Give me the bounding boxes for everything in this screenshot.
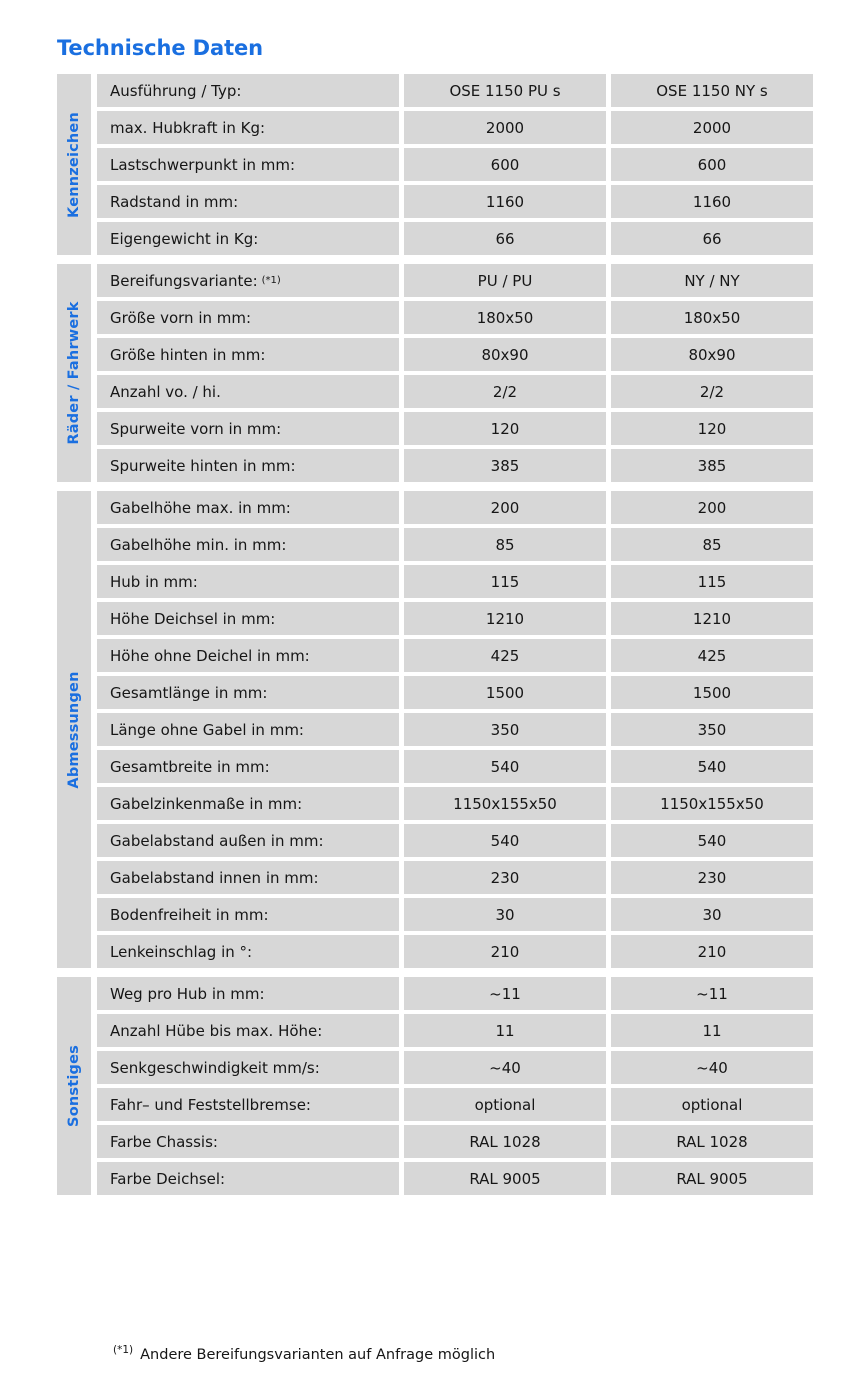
table-row (97, 639, 833, 672)
table-row (97, 222, 833, 255)
row-label-cell (97, 713, 399, 746)
category-strip-sonstiges (57, 977, 91, 1195)
row-value-cell-ny: 350 (611, 713, 813, 746)
row-label: Bereifungsvariante: (110, 271, 258, 290)
category-label: Kennzeichen (66, 111, 82, 218)
table-row (97, 185, 833, 218)
table-row (97, 111, 833, 144)
row-value-cell-pu: 120 (404, 412, 606, 445)
row-value-cell-pu: 600 (404, 148, 606, 181)
row-value-cell-pu: RAL 1028 (404, 1125, 606, 1158)
row-label-cell (97, 338, 399, 371)
row-label: Eigengewicht in Kg: (110, 229, 259, 248)
row-label: Höhe ohne Deichel in mm: (110, 646, 310, 665)
section-kennzeichen (57, 74, 833, 255)
row-value-cell-ny: 230 (611, 861, 813, 894)
row-label-cell (97, 1088, 399, 1121)
row-value-cell-ny: 115 (611, 565, 813, 598)
row-value-cell-pu: 11 (404, 1014, 606, 1047)
row-label-cell (97, 264, 399, 297)
row-label: Radstand in mm: (110, 192, 239, 211)
category-strip-raeder-fahrwerk (57, 264, 91, 482)
table-row (97, 977, 833, 1010)
row-value-cell-ny: 180x50 (611, 301, 813, 334)
row-value-cell-pu: 2/2 (404, 375, 606, 408)
row-label: Gesamtbreite in mm: (110, 757, 270, 776)
section-rows (97, 977, 833, 1195)
row-value-cell-pu: 66 (404, 222, 606, 255)
row-value-cell-ny: 11 (611, 1014, 813, 1047)
row-label: Bodenfreiheit in mm: (110, 905, 269, 924)
row-label: Gesamtlänge in mm: (110, 683, 268, 702)
row-value-cell-ny: 540 (611, 750, 813, 783)
row-label: Fahr– und Feststellbremse: (110, 1095, 311, 1114)
row-label-cell (97, 491, 399, 524)
row-value-cell-ny: 540 (611, 824, 813, 857)
row-value-cell-ny: 120 (611, 412, 813, 445)
row-label: Anzahl vo. / hi. (110, 382, 221, 401)
row-label: Lenkeinschlag in °: (110, 942, 253, 961)
section-rows (97, 264, 833, 482)
row-value-cell-pu: 2000 (404, 111, 606, 144)
row-label-cell (97, 787, 399, 820)
row-value-cell-ny: 30 (611, 898, 813, 931)
row-value-cell-ny: optional (611, 1088, 813, 1121)
row-label: Ausführung / Typ: (110, 81, 242, 100)
row-label-cell (97, 375, 399, 408)
row-label-cell (97, 935, 399, 968)
row-label-cell (97, 111, 399, 144)
table-row (97, 338, 833, 371)
footnote (113, 1344, 495, 1363)
row-value-cell-pu: 200 (404, 491, 606, 524)
row-label-cell (97, 301, 399, 334)
page-title: Technische Daten (57, 36, 264, 60)
row-label-cell (97, 1162, 399, 1195)
table-row (97, 449, 833, 482)
row-label: Senkgeschwindigkeit mm/s: (110, 1058, 320, 1077)
row-value-cell-pu: 540 (404, 750, 606, 783)
row-label-cell (97, 639, 399, 672)
row-label-cell (97, 222, 399, 255)
row-value-cell-pu: ~40 (404, 1051, 606, 1084)
row-label-cell (97, 676, 399, 709)
row-value-cell-ny: 200 (611, 491, 813, 524)
row-value-cell-ny: RAL 9005 (611, 1162, 813, 1195)
row-label-cell (97, 148, 399, 181)
row-value-cell-ny: 80x90 (611, 338, 813, 371)
row-label-cell (97, 861, 399, 894)
row-value-cell-ny: 2/2 (611, 375, 813, 408)
row-label: Weg pro Hub in mm: (110, 984, 265, 1003)
row-label-cell (97, 750, 399, 783)
row-label-cell (97, 528, 399, 561)
row-value-cell-ny: 1210 (611, 602, 813, 635)
row-label-cell (97, 602, 399, 635)
row-label: Anzahl Hübe bis max. Höhe: (110, 1021, 323, 1040)
category-strip-kennzeichen (57, 74, 91, 255)
row-value-cell-pu: 80x90 (404, 338, 606, 371)
table-row (97, 1088, 833, 1121)
table-row (97, 301, 833, 334)
row-value-cell-pu: optional (404, 1088, 606, 1121)
specifications-table (57, 74, 833, 1195)
row-value-cell-ny: 85 (611, 528, 813, 561)
category-label: Abmessungen (66, 670, 82, 789)
row-label: Hub in mm: (110, 572, 198, 591)
table-row (97, 375, 833, 408)
section-sonstiges (57, 977, 833, 1195)
table-row (97, 898, 833, 931)
row-value-cell-ny: 2000 (611, 111, 813, 144)
row-value-cell-ny: 210 (611, 935, 813, 968)
row-value-cell-ny: 1150x155x50 (611, 787, 813, 820)
row-label: Spurweite vorn in mm: (110, 419, 282, 438)
row-label: Spurweite hinten in mm: (110, 456, 296, 475)
table-row (97, 1162, 833, 1195)
row-value-cell-pu: 180x50 (404, 301, 606, 334)
row-value-cell-pu: 30 (404, 898, 606, 931)
row-value-cell-pu: 1210 (404, 602, 606, 635)
row-value-cell-ny: NY / NY (611, 264, 813, 297)
table-row (97, 602, 833, 635)
row-value-cell-ny: OSE 1150 NY s (611, 74, 813, 107)
row-value-cell-pu: 1500 (404, 676, 606, 709)
table-row (97, 676, 833, 709)
row-label-cell (97, 1051, 399, 1084)
category-label: Sonstiges (66, 1045, 82, 1127)
table-row (97, 750, 833, 783)
row-value-cell-ny: 425 (611, 639, 813, 672)
row-label: Größe hinten in mm: (110, 345, 266, 364)
table-row (97, 935, 833, 968)
row-value-cell-pu: RAL 9005 (404, 1162, 606, 1195)
row-value-cell-ny: RAL 1028 (611, 1125, 813, 1158)
section-rows (97, 74, 833, 255)
row-label-cell (97, 898, 399, 931)
row-value-cell-pu: ~11 (404, 977, 606, 1010)
row-value-cell-pu: PU / PU (404, 264, 606, 297)
row-value-cell-pu: 1150x155x50 (404, 787, 606, 820)
table-row (97, 713, 833, 746)
row-value-cell-ny: ~11 (611, 977, 813, 1010)
row-value-cell-pu: 85 (404, 528, 606, 561)
row-value-cell-ny: 1500 (611, 676, 813, 709)
table-row (97, 412, 833, 445)
row-value-cell-ny: 600 (611, 148, 813, 181)
row-value-cell-pu: 115 (404, 565, 606, 598)
table-row (97, 74, 833, 107)
row-label: Lastschwerpunkt in mm: (110, 155, 296, 174)
row-value-cell-pu: 425 (404, 639, 606, 672)
row-value-cell-pu: 230 (404, 861, 606, 894)
row-label-cell (97, 412, 399, 445)
row-label-cell (97, 1014, 399, 1047)
row-value-cell-pu: 210 (404, 935, 606, 968)
table-row (97, 148, 833, 181)
table-row (97, 565, 833, 598)
row-value-cell-ny: 385 (611, 449, 813, 482)
row-label-cell (97, 565, 399, 598)
section-raeder-fahrwerk (57, 264, 833, 482)
table-row (97, 528, 833, 561)
row-label-cell (97, 185, 399, 218)
row-value-cell-pu: OSE 1150 PU s (404, 74, 606, 107)
row-value-cell-pu: 350 (404, 713, 606, 746)
table-row (97, 824, 833, 857)
row-label: max. Hubkraft in Kg: (110, 118, 266, 137)
row-label-cell (97, 74, 399, 107)
table-row (97, 491, 833, 524)
row-value-cell-pu: 385 (404, 449, 606, 482)
row-value-cell-pu: 1160 (404, 185, 606, 218)
row-label-cell (97, 977, 399, 1010)
table-row (97, 264, 833, 297)
row-value-cell-ny: 1160 (611, 185, 813, 218)
row-value-cell-pu: 540 (404, 824, 606, 857)
table-row (97, 787, 833, 820)
row-label: Länge ohne Gabel in mm: (110, 720, 304, 739)
row-label: Gabelhöhe min. in mm: (110, 535, 287, 554)
row-label: Gabelabstand innen in mm: (110, 868, 319, 887)
section-abmessungen (57, 491, 833, 968)
row-value-cell-ny: 66 (611, 222, 813, 255)
category-label: Räder / Fahrwerk (66, 301, 82, 445)
footnote-marker: (*1) (113, 1344, 134, 1356)
row-label-footnote-marker: (*1) (261, 274, 281, 286)
row-label-cell (97, 449, 399, 482)
row-label: Gabelabstand außen in mm: (110, 831, 324, 850)
row-label: Farbe Deichsel: (110, 1169, 226, 1188)
row-label: Größe vorn in mm: (110, 308, 252, 327)
table-row (97, 1125, 833, 1158)
table-row (97, 1051, 833, 1084)
table-row (97, 861, 833, 894)
section-rows (97, 491, 833, 968)
category-strip-abmessungen (57, 491, 91, 968)
row-label: Farbe Chassis: (110, 1132, 218, 1151)
row-label-cell (97, 824, 399, 857)
table-row (97, 1014, 833, 1047)
footnote-text: Andere Bereifungsvarianten auf Anfrage möglich (140, 1346, 496, 1363)
row-label: Gabelhöhe max. in mm: (110, 498, 291, 517)
row-label: Höhe Deichsel in mm: (110, 609, 276, 628)
row-label-cell (97, 1125, 399, 1158)
row-label: Gabelzinkenmaße in mm: (110, 794, 303, 813)
row-value-cell-ny: ~40 (611, 1051, 813, 1084)
